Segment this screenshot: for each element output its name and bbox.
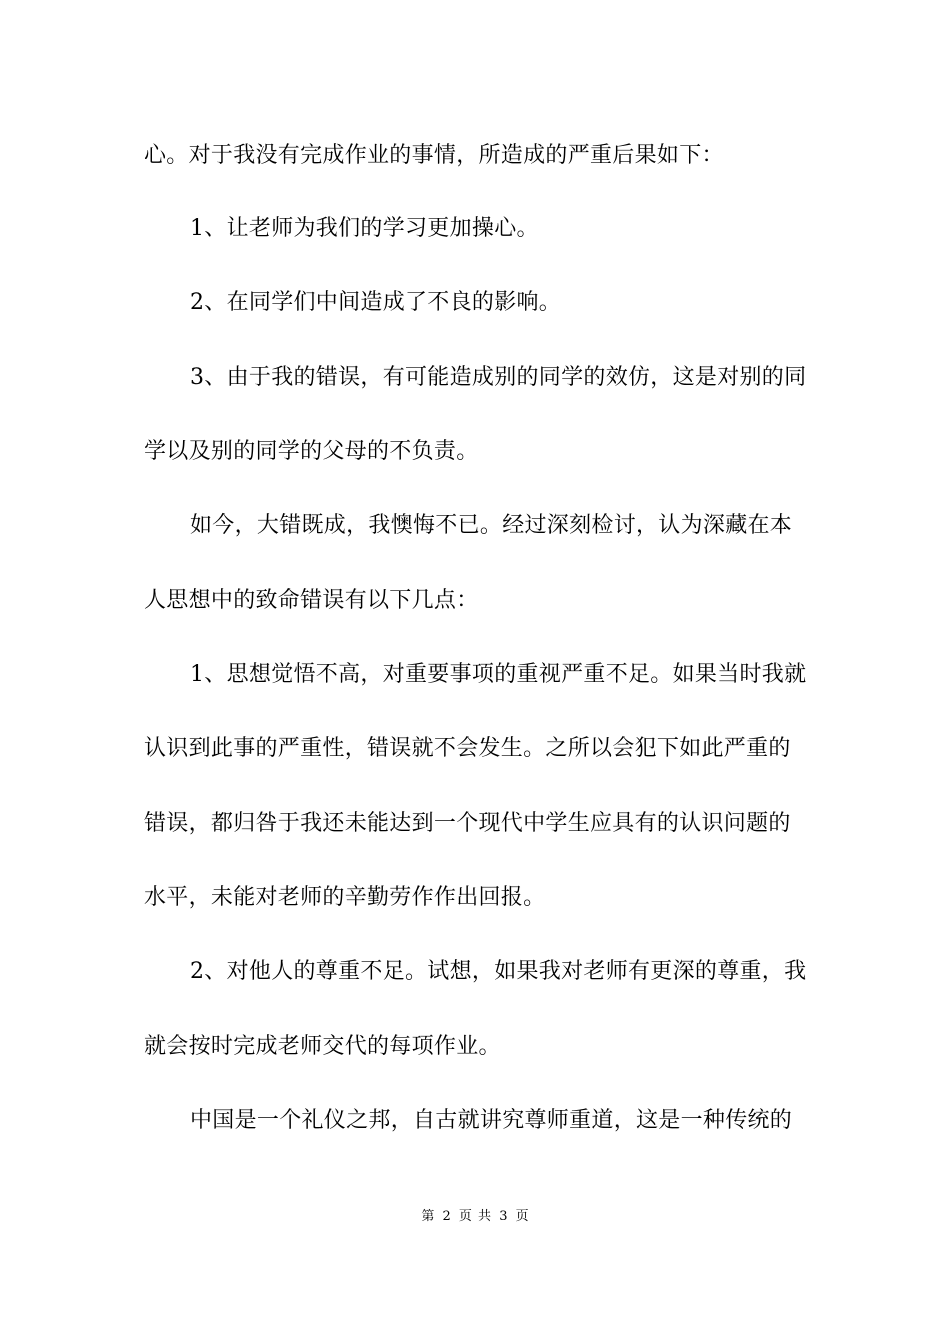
text-line: 3、由于我的错误，有可能造成别的同学的效仿，这是对别的同 xyxy=(190,365,807,390)
page-footer xyxy=(0,1208,950,1226)
text-line: 2、在同学们中间造成了不良的影响。 xyxy=(190,290,562,315)
total-pages-number: 3 xyxy=(499,1209,508,1224)
text-line: 就会按时完成老师交代的每项作业。 xyxy=(144,1034,501,1059)
text-line: 水平，未能对老师的辛勤劳作作出回报。 xyxy=(144,885,546,910)
text-line: 中国是一个礼仪之邦，自古就讲究尊师重道，这是一种传统的 xyxy=(190,1108,793,1133)
current-page-number: 2 xyxy=(442,1209,451,1224)
text-line: 1、让老师为我们的学习更加操心。 xyxy=(190,216,539,241)
footer-suffix: 页 xyxy=(515,1209,529,1224)
text-line: 1、思想觉悟不高，对重要事项的重视严重不足。如果当时我就 xyxy=(190,662,807,687)
text-line: 学以及别的同学的父母的不负责。 xyxy=(144,439,479,464)
text-line: 认识到此事的严重性，错误就不会发生。之所以会犯下如此严重的 xyxy=(144,736,791,761)
footer-middle: 页 共 xyxy=(458,1209,492,1224)
text-line: 心。对于我没有完成作业的事情，所造成的严重后果如下： xyxy=(144,143,724,168)
text-line: 2、对他人的尊重不足。试想，如果我对老师有更深的尊重，我 xyxy=(190,959,807,984)
text-line: 如今，大错既成，我懊悔不已。经过深刻检讨，认为深藏在本 xyxy=(190,513,793,538)
text-line: 错误，都归咎于我还未能达到一个现代中学生应具有的认识问题的 xyxy=(144,811,791,836)
footer-prefix: 第 xyxy=(421,1209,435,1224)
text-line: 人思想中的致命错误有以下几点： xyxy=(144,588,479,613)
